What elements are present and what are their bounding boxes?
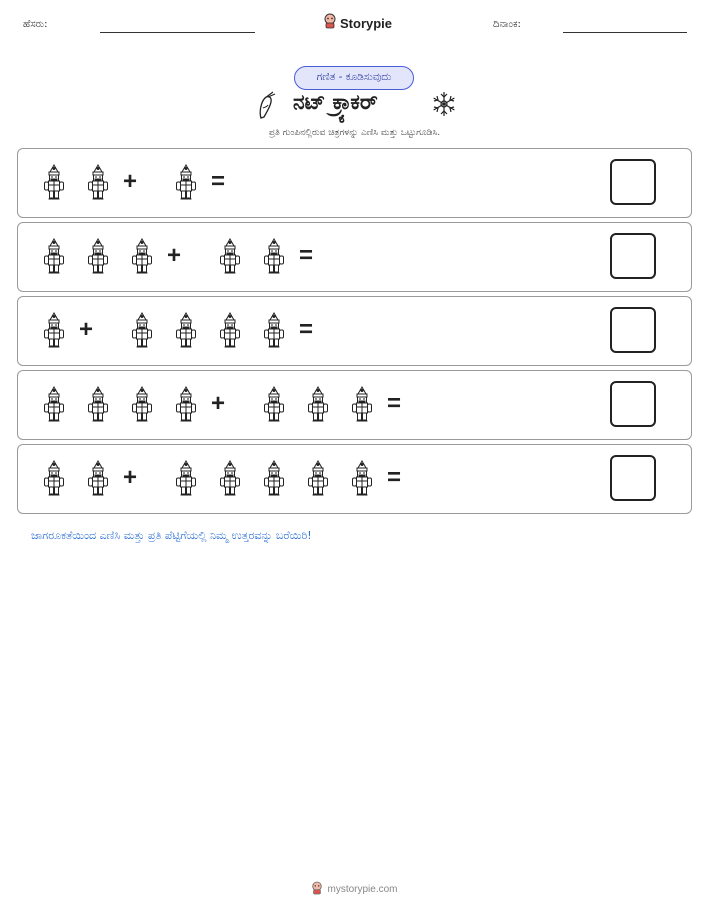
plus-sign: + xyxy=(78,316,93,343)
nutcracker-icon xyxy=(350,459,374,501)
instructions-text: ಪ್ರತಿ ಗುಂಪಿನಲ್ಲಿರುವ ಚಿತ್ರಗಳನ್ನು ಎಣಿಸಿ ಮತ್ತು ಒಟ್ಟುಗೂಡಿಸಿ. xyxy=(268,128,441,138)
ballet-shoe-icon xyxy=(255,90,277,124)
equals-sign: = xyxy=(210,168,225,195)
answer-box[interactable] xyxy=(610,233,656,279)
site-footer xyxy=(0,880,709,899)
storypie-mascot-icon xyxy=(311,880,323,899)
plus-sign: + xyxy=(166,242,181,269)
nutcracker-icon xyxy=(42,385,66,427)
equals-sign: = xyxy=(298,316,313,343)
nutcracker-icon xyxy=(174,385,198,427)
nutcracker-icon xyxy=(86,385,110,427)
storypie-mascot-icon xyxy=(323,13,337,33)
nutcracker-icon xyxy=(174,311,198,353)
nutcracker-icon xyxy=(262,459,286,501)
nutcracker-icon xyxy=(86,237,110,279)
answer-box[interactable] xyxy=(610,381,656,427)
nutcracker-icon xyxy=(42,163,66,205)
name-line xyxy=(100,32,255,33)
plus-sign: + xyxy=(210,390,225,417)
nutcracker-icon xyxy=(174,459,198,501)
answer-box[interactable] xyxy=(610,307,656,353)
snowflake-icon xyxy=(430,90,458,122)
nutcracker-icon xyxy=(218,311,242,353)
equals-sign: = xyxy=(386,464,401,491)
nutcracker-icon xyxy=(42,311,66,353)
nutcracker-icon xyxy=(42,459,66,501)
site-url: mystorypie.com xyxy=(327,884,398,895)
problem-row xyxy=(17,444,692,514)
answer-box[interactable] xyxy=(610,455,656,501)
nutcracker-icon xyxy=(218,237,242,279)
footer-note: ಜಾಗರೂಕತೆಯಿಂದ ಎಣಿಸಿ ಮತ್ತು ಪ್ರತಿ ಪೆಟ್ಟಿಗೆಯಲ್ಲಿ ನಿಮ್ಮ ಉತ್ತರವನ್ನು ಬರೆಯಿರಿ! xyxy=(31,529,312,542)
date-label: ದಿನಾಂಕ: xyxy=(493,19,521,30)
nutcracker-icon xyxy=(262,385,286,427)
brand-logo xyxy=(323,13,392,33)
equals-sign: = xyxy=(386,390,401,417)
worksheet-header xyxy=(0,0,709,50)
nutcracker-icon xyxy=(174,163,198,205)
nutcracker-icon xyxy=(262,311,286,353)
nutcracker-icon xyxy=(86,163,110,205)
nutcracker-icon xyxy=(218,459,242,501)
plus-sign: + xyxy=(122,168,137,195)
nutcracker-icon xyxy=(350,385,374,427)
plus-sign: + xyxy=(122,464,137,491)
problem-row xyxy=(17,296,692,366)
nutcracker-icon xyxy=(130,385,154,427)
nutcracker-icon xyxy=(306,459,330,501)
nutcracker-icon xyxy=(262,237,286,279)
topic-badge: ಗಣಿತ - ಕೂಡಿಸುವುದು xyxy=(294,66,414,90)
title-row xyxy=(0,88,709,126)
problem-row xyxy=(17,370,692,440)
problem-row xyxy=(17,148,692,218)
name-label: ಹೆಸರು: xyxy=(23,19,48,30)
nutcracker-icon xyxy=(130,237,154,279)
answer-box[interactable] xyxy=(610,159,656,205)
page-title: ನಟ್ ಕ್ರ್ಯಾಕರ್ xyxy=(293,90,378,114)
problem-row xyxy=(17,222,692,292)
equals-sign: = xyxy=(298,242,313,269)
date-line xyxy=(563,32,687,33)
nutcracker-icon xyxy=(42,237,66,279)
nutcracker-icon xyxy=(130,311,154,353)
nutcracker-icon xyxy=(306,385,330,427)
brand-name: Storypie xyxy=(340,15,393,31)
nutcracker-icon xyxy=(86,459,110,501)
